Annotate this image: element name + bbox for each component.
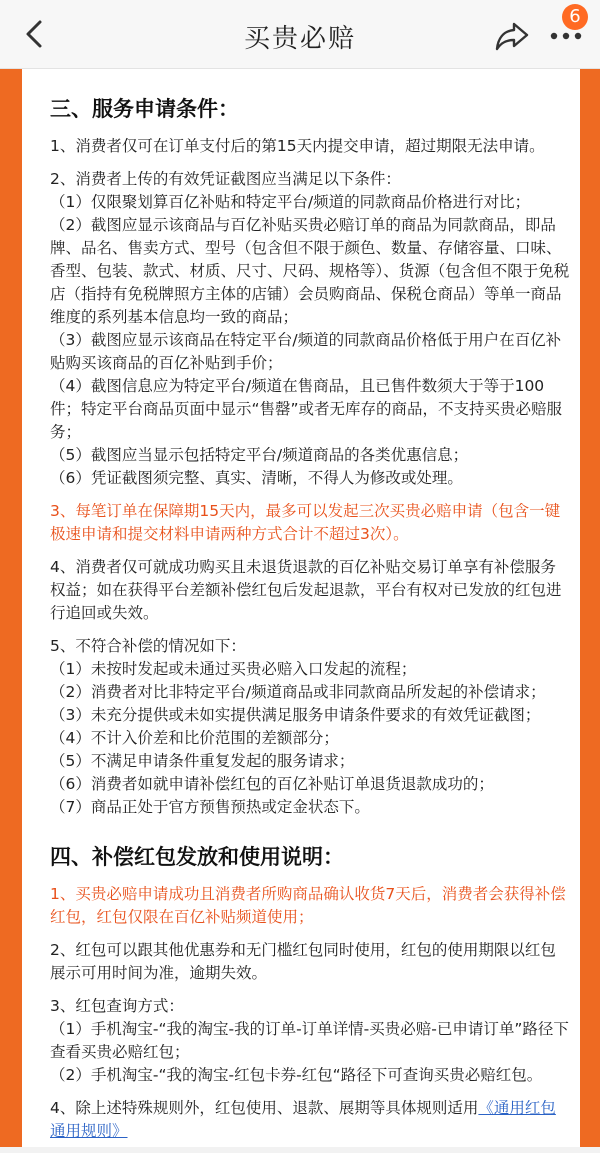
section-4-title: 四、补偿红包发放和使用说明： <box>50 845 344 869</box>
rules-card <box>22 69 580 1147</box>
rule-subitem: （1）手机淘宝-“我的淘宝-我的订单-订单详情-买贵必赔-已申请订单”路径下查看买贵必赔红包； <box>50 1020 569 1061</box>
rule-text: 2、红包可以跟其他优惠券和无门槛红包同时使用，红包的使用期限以红包展示可用时间为准，逾期失效。 <box>50 941 556 982</box>
page-title: 买贵必赔 <box>243 24 356 54</box>
rule-subitem: （2）截图应显示该商品与百亿补贴买贵必赔订单的商品为同款商品，即品牌、品名、售卖方式、型号（包含但不限于颜色、数量、存储容量、口味、香型、包装、款式、材质、尺寸、尺码、规格等）、货源（包含但不限于免税店（指持有免税牌照方主体的店铺）会员购商品、保税仓商品）等单一商品维度的系列基本信息均一致的商品； <box>50 216 570 326</box>
rule-subitem: （6）消费者如就申请补偿红包的百亿补贴订单退货退款成功的； <box>50 775 494 793</box>
rule-subitem: （2）手机淘宝-“我的淘宝-红包卡券-红包“路径下可查询买贵必赔红包。 <box>50 1066 543 1084</box>
share-button[interactable] <box>492 16 532 56</box>
rule-text: 5、不符合补偿的情况如下： <box>50 637 246 655</box>
rule-text-prefix: 4、除上述特殊规则外，红包使用、退款、展期等具体规则适用 <box>50 1099 479 1117</box>
highlighted-rule: 3、每笔订单在保障期15天内，最多可以发起三次买贵必赔申请（包含一键极速申请和提交材料申请两种方式合计不超过3次）。 <box>50 502 561 543</box>
rule-subitem: （3）未充分提供或未如实提供满足服务申请条件要求的有效凭证截图； <box>50 706 541 724</box>
rule-subitem: （1）仅限聚划算百亿补贴和特定平台/频道的同款商品价格进行对比； <box>50 193 531 211</box>
rule-text: 3、红包查询方式： <box>50 997 184 1015</box>
highlighted-rule: 1、买贵必赔申请成功且消费者所购商品确认收货7天后，消费者会获得补偿红包，红包仅限在百亿补贴频道使用； <box>50 885 566 926</box>
section-spacer <box>50 819 570 843</box>
orange-frame <box>0 69 600 1147</box>
rule-subitem: （3）截图应显示该商品在特定平台/频道的同款商品价格低于用户在百亿补贴购买该商品的百亿补贴到手价； <box>50 331 562 372</box>
rule-subitem: （5）截图应当显示包括特定平台/频道商品的各类优惠信息； <box>50 446 469 464</box>
rule-text: 4、消费者仅可就成功购买且未退货退款的百亿补贴交易订单享有补偿服务权益；如在获得平台差额补偿红包后发起退款，平台有权对已发放的红包进行追回或失效。 <box>50 558 562 622</box>
rule-subitem: （4）不计入价差和比价范围的差额部分； <box>50 729 339 747</box>
section-3-title: 三、服务申请条件： <box>50 97 239 121</box>
rules-content <box>50 95 570 1153</box>
rule-text: 1、消费者仅可在订单支付后的第15天内提交申请，超过期限无法申请。 <box>50 137 545 155</box>
rule-subitem: （2）消费者对比非特定平台/频道商品或非同款商品所发起的补偿请求； <box>50 683 546 701</box>
notification-badge: 6 <box>562 4 588 30</box>
more-icon <box>548 31 584 41</box>
rule-text: 2、消费者上传的有效凭证截图应当满足以下条件： <box>50 170 401 188</box>
rule-subitem: （4）截图信息应为特定平台/频道在售商品，且已售件数须大于等于100件；特定平台商品页面中显示“售罄”或者无库存的商品，不支持买贵必赔服务； <box>50 377 563 441</box>
rule-subitem: （6）凭证截图须完整、真实、清晰，不得人为修改或处理。 <box>50 469 463 487</box>
rule-subitem: （1）未按时发起或未通过买贵必赔入口发起的流程； <box>50 660 417 678</box>
share-icon <box>494 20 530 52</box>
top-navigation-bar <box>0 0 600 69</box>
rule-text <box>50 1097 570 1143</box>
general-rules-link[interactable]: 《通用红包通用规则》 <box>50 1099 556 1140</box>
rule-subitem: （7）商品正处于官方预售预热或定金状态下。 <box>50 798 370 816</box>
rule-subitem: （5）不满足申请条件重复发起的服务请求； <box>50 752 355 770</box>
